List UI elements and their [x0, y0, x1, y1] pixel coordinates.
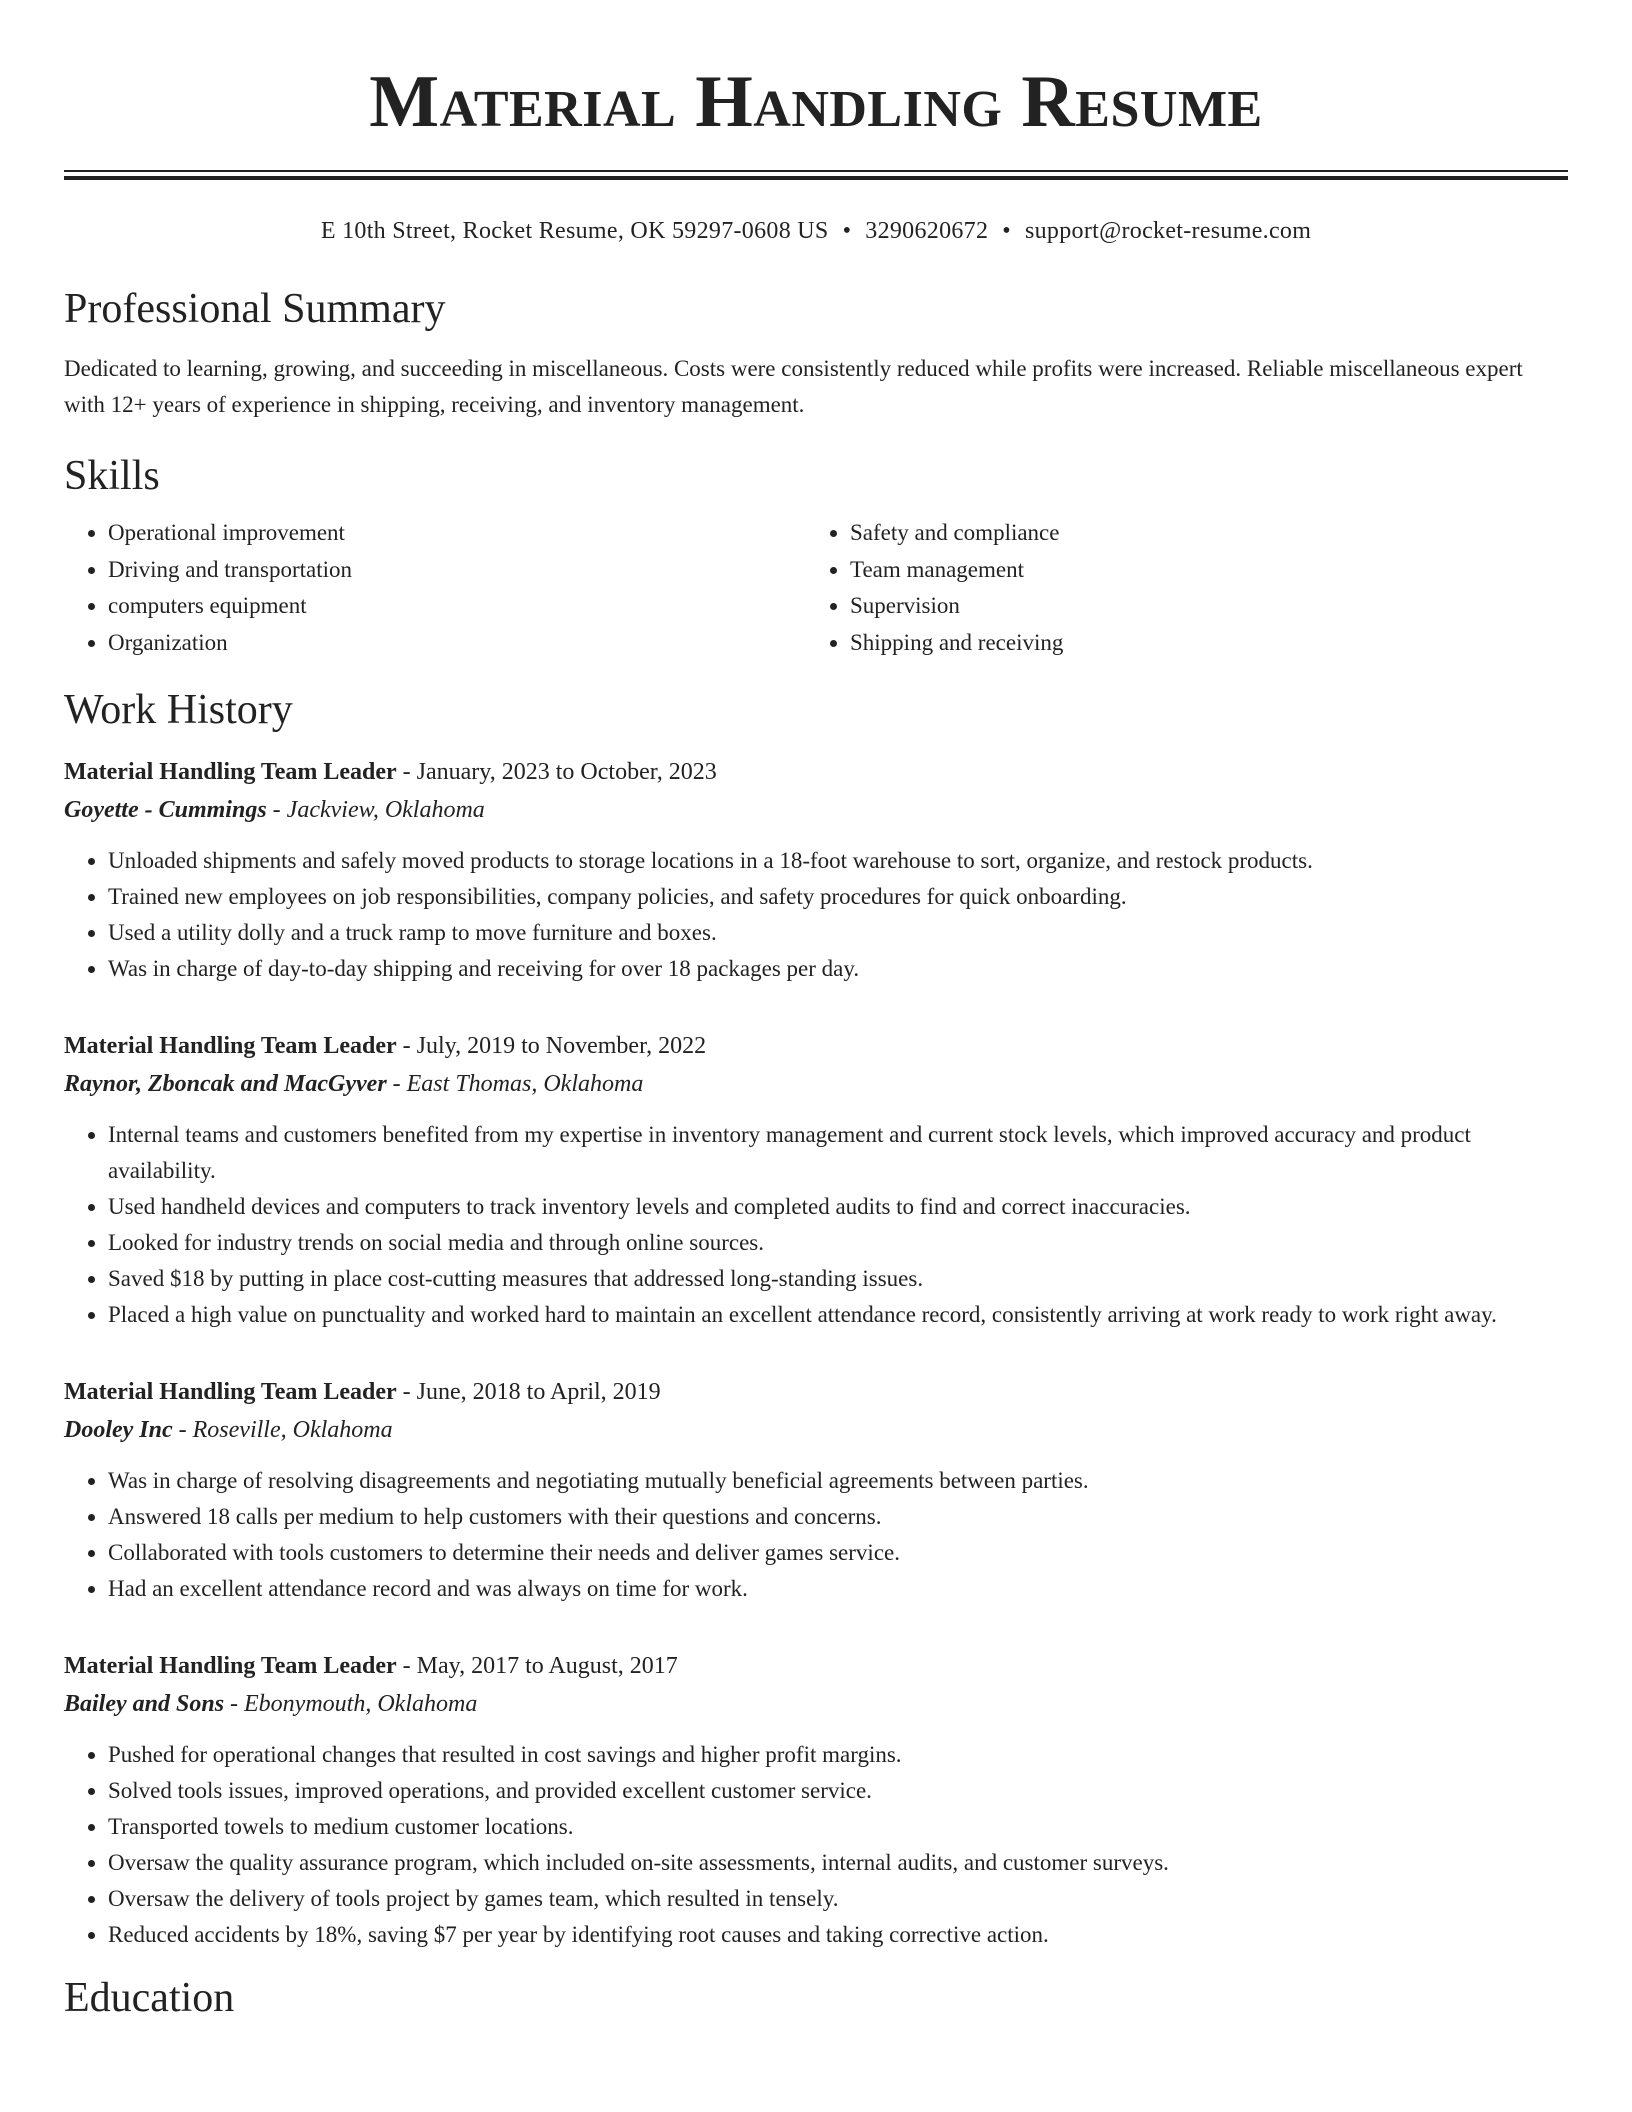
skill-item: • Safety and compliance [850, 515, 1548, 552]
job-company: Dooley Inc [64, 1417, 173, 1443]
job-bullet: • Answered 18 calls per medium to help customers with their questions and concerns. [108, 1499, 1568, 1535]
job-dates: - January, 2023 to October, 2023 [396, 759, 717, 785]
job-bullet: • Placed a high value on punctuality and worked hard to maintain an excellent attendance record, consistently arriving at work ready to work right away. [108, 1297, 1568, 1333]
job-bullet: • Used handheld devices and computers to track inventory levels and completed audits to find and correct inaccuracies. [108, 1189, 1568, 1225]
contact-email: support@rocket-resume.com [1024, 218, 1312, 244]
skill-item: • Team management [850, 552, 1548, 589]
job-entry [64, 1373, 1568, 1607]
contact-line [64, 216, 1568, 246]
job-bullets [64, 1463, 1568, 1607]
job-bullet: • Was in charge of resolving disagreements and negotiating mutually beneficial agreements between parties. [108, 1463, 1568, 1499]
skill-item: • Supervision [850, 588, 1548, 625]
job-bullet: • Collaborated with tools customers to determine their needs and deliver games service. [108, 1535, 1568, 1571]
skills-column-left [64, 515, 806, 661]
education-heading: Education [64, 1975, 235, 2021]
job-company-line [64, 1411, 1568, 1449]
job-entry [64, 1027, 1568, 1333]
job-entry [64, 1647, 1568, 1953]
job-location: - Jackview, Oklahoma [266, 797, 485, 823]
job-bullet: • Unloaded shipments and safely moved products to storage locations in a 18-foot warehouse to sort, organize, and restock products. [108, 843, 1568, 879]
skill-item: • Organization [108, 625, 806, 662]
job-bullet: • Transported towels to medium customer locations. [108, 1809, 1568, 1845]
job-location: - East Thomas, Oklahoma [386, 1071, 644, 1097]
job-bullets [64, 1117, 1568, 1333]
job-location: - Ebonymouth, Oklahoma [224, 1691, 478, 1717]
page-title: Material Handling Resume [369, 61, 1263, 143]
job-title-line [64, 753, 1568, 791]
job-company: Bailey and Sons [64, 1691, 225, 1717]
job-title-line [64, 1373, 1568, 1411]
skills-column-right [806, 515, 1548, 661]
job-dates: - May, 2017 to August, 2017 [396, 1653, 678, 1679]
summary-text: Dedicated to learning, growing, and succeeding in miscellaneous. Costs were consistently reduced while profits were increased. Reliable miscellaneous expert with 12+ years of experience in shipping, receiving, and inventory management. [64, 356, 1523, 417]
job-title-line [64, 1647, 1568, 1685]
skill-item: • Operational improvement [108, 515, 806, 552]
job-bullet: • Used a utility dolly and a truck ramp to move furniture and boxes. [108, 915, 1568, 951]
contact-separator: • [842, 218, 852, 244]
job-title: Material Handling Team Leader [64, 1033, 397, 1059]
job-bullet: • Oversaw the quality assurance program, which included on-site assessments, internal audits, and customer surveys. [108, 1845, 1568, 1881]
job-bullet: • Had an excellent attendance record and was always on time for work. [108, 1571, 1568, 1607]
contact-separator: • [1002, 218, 1011, 244]
job-company-line [64, 1685, 1568, 1723]
job-title-line [64, 1027, 1568, 1065]
title-divider [64, 170, 1568, 180]
job-company-line [64, 1065, 1568, 1103]
job-bullet: • Saved $18 by putting in place cost-cutting measures that addressed long-standing issues. [108, 1261, 1568, 1297]
skill-item: • computers equipment [108, 588, 806, 625]
job-location: - Roseville, Oklahoma [172, 1417, 393, 1443]
job-company: Raynor, Zboncak and MacGyver [64, 1071, 387, 1097]
job-dates: - June, 2018 to April, 2019 [396, 1379, 661, 1405]
summary-heading: Professional Summary [64, 286, 446, 332]
job-bullet: • Internal teams and customers benefited from my expertise in inventory management and current stock levels, which improved accuracy and product availability. [108, 1117, 1568, 1189]
job-bullet: • Trained new employees on job responsibilities, company policies, and safety procedures for quick onboarding. [108, 879, 1568, 915]
job-title: Material Handling Team Leader [64, 1379, 397, 1405]
contact-address: E 10th Street, Rocket Resume, OK 59297-0608 US [320, 218, 829, 244]
job-dates: - July, 2019 to November, 2022 [396, 1033, 707, 1059]
job-bullets [64, 1737, 1568, 1953]
job-company: Goyette - Cummings [64, 797, 267, 823]
job-title: Material Handling Team Leader [64, 759, 397, 785]
job-bullet: • Looked for industry trends on social media and through online sources. [108, 1225, 1568, 1261]
job-title: Material Handling Team Leader [64, 1653, 397, 1679]
skills-heading: Skills [64, 453, 160, 499]
work-history-heading: Work History [64, 687, 293, 733]
skills-list [64, 515, 1568, 661]
job-bullet: • Reduced accidents by 18%, saving $7 per year by identifying root causes and taking corrective action. [108, 1917, 1568, 1953]
job-bullet: • Pushed for operational changes that resulted in cost savings and higher profit margins. [108, 1737, 1568, 1773]
job-bullets [64, 843, 1568, 987]
job-bullet: • Was in charge of day-to-day shipping and receiving for over 18 packages per day. [108, 951, 1568, 987]
skill-item: • Shipping and receiving [850, 625, 1548, 662]
job-bullet: • Oversaw the delivery of tools project by games team, which resulted in tensely. [108, 1881, 1568, 1917]
job-entry [64, 753, 1568, 987]
contact-phone: 3290620672 [865, 218, 989, 244]
skill-item: • Driving and transportation [108, 552, 806, 589]
job-company-line [64, 791, 1568, 829]
job-bullet: • Solved tools issues, improved operations, and provided excellent customer service. [108, 1773, 1568, 1809]
